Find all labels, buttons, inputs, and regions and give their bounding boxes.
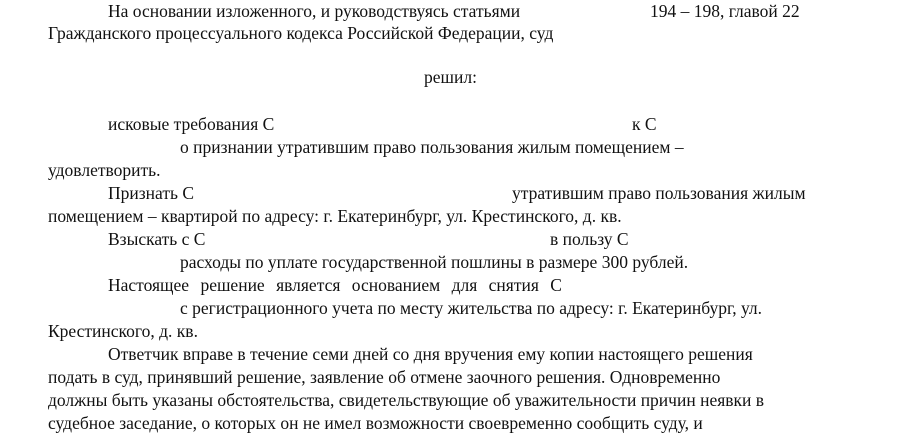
text-line-1b xyxy=(650,0,800,22)
text-line-defendant-2 xyxy=(48,366,720,388)
recover-b-text: в пользу С xyxy=(550,229,629,249)
premises-text: помещением – квартирой по адресу: г. Екатеринбург, ул. Крестинского, д. кв. xyxy=(48,206,622,226)
claims-b-text: к С xyxy=(632,114,657,134)
text-line-claims xyxy=(108,113,274,135)
text-line-recover-b xyxy=(550,228,629,250)
defendant-4-text: судебное заседание, о которых он не имел возможности своевременно сообщить суду, и xyxy=(48,413,703,433)
text-line-satisfy xyxy=(48,159,161,181)
costs-text: расходы по уплате государственной пошлины в размере 300 рублей. xyxy=(180,252,689,272)
text-line-premises xyxy=(48,205,622,227)
text-line-defendant-4 xyxy=(48,412,703,434)
text-line-defendant-3 xyxy=(48,389,764,411)
text-line-2 xyxy=(48,22,553,44)
basis-text: Настоящее решение является основанием для снятия С xyxy=(108,275,562,295)
defendant-1-text: Ответчик вправе в течение семи дней со дня вручения ему копии настоящего решения xyxy=(108,344,753,364)
text-line-defendant-1 xyxy=(108,343,753,365)
declare-text: Признать С xyxy=(108,183,195,203)
text-line-basis xyxy=(108,274,562,296)
decision-heading xyxy=(424,66,477,88)
satisfy-text: удовлетворить. xyxy=(48,160,161,180)
recognition-text: о признании утратившим право пользования жилым помещением – xyxy=(180,137,684,157)
line-1b-text: 194 – 198, главой 22 xyxy=(650,1,800,21)
decision-heading-text: решил: xyxy=(424,67,477,87)
recover-text: Взыскать с С xyxy=(108,229,206,249)
text-line-costs xyxy=(180,251,688,273)
defendant-3-text: должны быть указаны обстоятельства, свидетельствующие об уважительности причин неявки в xyxy=(48,390,765,410)
address-text: Крестинского, д. кв. xyxy=(48,321,198,341)
text-line-declare xyxy=(108,182,194,204)
text-line-recognition xyxy=(180,136,858,158)
text-line-declare-b xyxy=(512,182,806,204)
text-line-claims-b xyxy=(632,113,657,135)
declare-b-text: утратившим право пользования жилым xyxy=(512,183,806,203)
text-line-address xyxy=(48,320,198,342)
text-line-recover xyxy=(108,228,205,250)
line-2-text: Гражданского процессуального кодекса Российской Федерации, суд xyxy=(48,23,554,43)
text-line-registration xyxy=(180,297,858,319)
registration-text: с регистрационного учета по месту жительства по адресу: г. Екатеринбург, ул. xyxy=(180,298,763,318)
line-1-text: На основании изложенного, и руководствуясь статьями xyxy=(108,1,521,21)
text-line-1 xyxy=(108,0,558,22)
defendant-2-text: подать в суд, принявший решение, заявление об отмене заочного решения. Одновременно xyxy=(48,367,721,387)
claims-text: исковые требования С xyxy=(108,114,275,134)
